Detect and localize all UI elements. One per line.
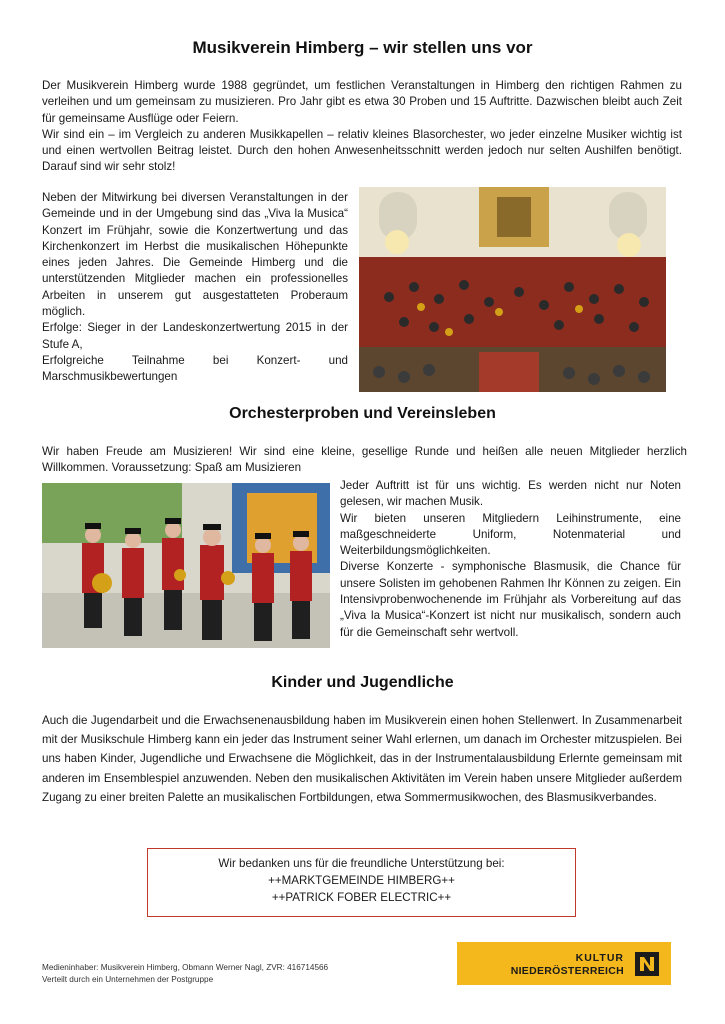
events-section — [42, 190, 348, 386]
marching-band-photo — [42, 483, 330, 648]
page-title: Musikverein Himberg – wir stellen uns vor — [192, 38, 533, 57]
sponsor-intro: Wir bedanken uns für die freundliche Unterstützung bei: — [218, 857, 505, 870]
youth-paragraph: Auch die Jugendarbeit und die Erwachsenenausbildung haben im Musikverein einen hohen Stellenwert. In Zusammenarbeit mit der Musikschule Himberg kann ein jeder das Instrument seiner Wahl erlernen, um danach im Orchester mitzuspielen. Bei uns haben Kinder, Jugendliche und Erwachsene die Möglichkeit, das in der Instrumentalausbildung Erlernte gemeinsam mit anderen im Ensemblespiel anzuwenden. Neben den musikalischen Aktivitäten im Verein haben unsere Mitglieder außerdem Zugang zu einer breiten Palette an musikalischen Fortbildungen, etwa Sommermusikwochen, des Blasmusikverbandes. — [42, 714, 682, 804]
achievements-line-1: Erfolge: Sieger in der Landeskonzertwertung 2015 in der Stufe A, — [42, 321, 348, 351]
intro-section — [42, 78, 682, 176]
logo-n-mark-icon — [635, 952, 659, 976]
imprint — [42, 962, 328, 986]
imprint-line-2: Verteilt durch ein Unternehmen der Postgruppe — [42, 975, 214, 984]
intro-paragraph-2: Wir sind ein – im Vergleich zu anderen Musikkapellen – relativ kleines Blasorchester, wo jeder einzelne Musiker wichtig ist und einen wertvollen Beitrag leistet. Durch den hohen Anwesenheitsschnitt werden jedoch nur selten Aushilfen benötigt. Darauf sind wir sehr stolz! — [42, 127, 682, 174]
youth-heading: Kinder und Jugendliche — [271, 674, 454, 691]
orchestra-paragraph-2: Wir bieten unseren Mitgliedern Leihinstrumente, eine maßgeschneiderte Uniform, Notenmaterial und Weiterbildungsmöglichkeiten. — [340, 511, 681, 558]
intro-paragraph-1: Der Musikverein Himberg wurde 1988 gegründet, um festlichen Veranstaltungen in Himberg den richtigen Rahmen zu verleihen und um gemeinsam zu musizieren. Pro Jahr gibt es etwa 30 Proben und 15 Auftritte. Dazwischen bleibt auch Zeit für gemeinsame Ausflüge oder Feiern. — [42, 79, 682, 125]
welcome-paragraph: Wir haben Freude am Musizieren! Wir sind eine kleine, gesellige Runde und heißen alle neuen Mitglieder herzlich Willkommen. Voraussetzung: Spaß am Musizieren — [42, 445, 687, 475]
sponsor-box — [147, 848, 576, 917]
orchestra-section — [340, 478, 681, 641]
sponsor-1: ++MARKTGEMEINDE HIMBERG++ — [268, 874, 455, 887]
achievements-line-2: Erfolgreiche Teilnahme bei Konzert- und Marschmusikbewertungen — [42, 353, 348, 384]
kultur-niederoesterreich-logo — [457, 942, 671, 985]
church-concert-photo — [359, 187, 666, 392]
events-paragraph: Neben der Mitwirkung bei diversen Veranstaltungen in der Gemeinde und in der Umgebung sind das „Viva la Musica“ Konzert im Frühjahr, sowie die Konzertwertung und das Kirchenkonzert im Herbst die musikalischen Höhepunkte eines jeden Jahres. Die Gemeinde Himberg und die unterstützenden Mitglieder machen ein professionelles Arbeiten in unserem gut ausgestatteten Proberaum möglich. — [42, 191, 348, 319]
sponsor-2: ++PATRICK FOBER ELECTRIC++ — [271, 891, 452, 904]
orchestra-paragraph-3: Diverse Konzerte - symphonische Blasmusik, die Chance für unsere Solisten im gehobenen Rahmen Ihr Können zu zeigen. Ein Intensivprobenwochenende im Frühjahr als Vorbereitung auf das „Viva la Musica“-Konzert ist nicht nur musikalisch, sondern auch für die Gemeinschaft sehr wertvoll. — [340, 560, 681, 639]
logo-line-2: NIEDERÖSTERREICH — [510, 965, 624, 977]
orchestra-paragraph-1: Jeder Auftritt ist für uns wichtig. Es werden nicht nur Noten gelesen, wir machen Musik. — [340, 479, 681, 509]
orchestra-heading: Orchesterproben und Vereinsleben — [229, 405, 496, 422]
imprint-line-1: Medieninhaber: Musikverein Himberg, Obmann Werner Nagl, ZVR: 416714566 — [42, 963, 329, 972]
logo-line-1: KULTUR — [575, 952, 624, 964]
